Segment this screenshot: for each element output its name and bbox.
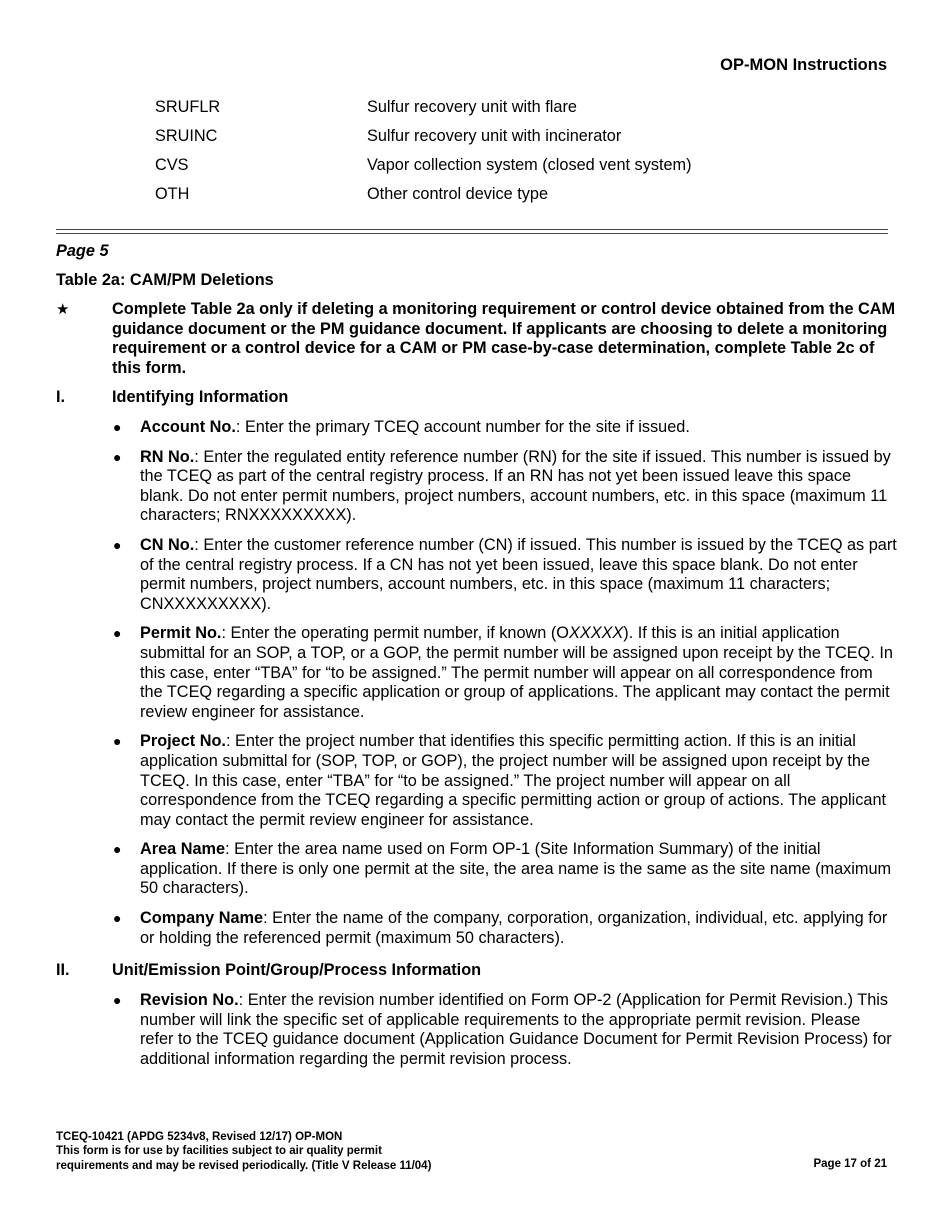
code-description: Sulfur recovery unit with flare: [367, 98, 577, 116]
code-row: [155, 96, 692, 125]
star-icon: ★: [56, 301, 70, 318]
code-value: SRUFLR: [155, 98, 221, 116]
control-device-code-list: [155, 96, 692, 212]
list-item: ● Revision No.: Enter the revision number identified on Form OP-2 (Application for Permit Revision.) This number will link the specific set of applicable requirements to the appropriate permit revision. Please refer to the TCEQ guidance document (Application Guidance Document for Permit Revision Process) for additional information regarding the permit revision process.: [113, 991, 892, 1068]
identifying-info-list: [113, 418, 898, 958]
page-label: Page 5: [56, 242, 109, 260]
bullet-icon: ●: [113, 841, 122, 858]
item-label: Area Name: [140, 840, 226, 859]
bullet-icon: ●: [113, 536, 122, 553]
code-description: Sulfur recovery unit with incinerator: [367, 127, 622, 145]
footer-page-number: Page 17 of 21: [813, 1158, 887, 1170]
section-divider: [56, 233, 888, 234]
bullet-icon: ●: [113, 448, 122, 465]
item-text-pre: Enter the operating permit number, if known (O: [230, 624, 569, 643]
item-label: RN No.: [140, 447, 195, 466]
list-item: ● RN No.: Enter the regulated entity reference number (RN) for the site if issued. This number is issued by the TCEQ as part of the central registry process. If an RN has not yet been issued leave this space blank. Do not enter permit numbers, project numbers, account numbers, etc. in this space (maximum 11 characters; RNXXXXXXXXX).: [113, 447, 891, 525]
list-item: ● Area Name: Enter the area name used on Form OP-1 (Site Information Summary) of the initial application. If there is only one permit at the site, the area name is the same as the site name (maximum 50 characters).: [113, 840, 892, 898]
item-text: ). If this is an initial application submittal for an SOP, a TOP, or a GOP, the permit number will be assigned upon receipt by the TCEQ. In this case, enter “TBA” for “to be assigned.” The permit number will appear on all correspondence from the TCEQ regarding a specific application or group of applications. The applicant may contact the permit review engineer for assistance.: [140, 624, 893, 721]
section-number: I.: [56, 388, 66, 406]
item-label: Project No.: [140, 732, 226, 751]
item-text-italic: XXXXX: [568, 624, 624, 643]
section-heading: [56, 961, 481, 980]
section-heading: [56, 388, 288, 407]
list-item: ● Company Name: Enter the name of the company, corporation, organization, individual, etc. applying for or holding the referenced permit (maximum 50 characters).: [113, 909, 888, 947]
code-value: SRUINC: [155, 127, 218, 145]
bullet-icon: ●: [113, 992, 122, 1008]
code-description: Other control device type: [367, 185, 548, 203]
item-label: CN No.: [140, 535, 195, 554]
item-text: Enter the area name used on Form OP-1 (Site Information Summary) of the initial application. If there is only one permit at the site, the area name is the same as the site name (maximum 50 characters).: [140, 840, 892, 898]
bullet-icon: ●: [113, 910, 122, 927]
code-value: CVS: [155, 156, 189, 174]
item-label: Account No.: [140, 418, 236, 436]
list-item: ● CN No.: Enter the customer reference number (CN) if issued. This number is issued by the TCEQ as part of the central registry process. If a CN has not yet been issued, leave this space blank. Do not enter permit numbers, project numbers, account numbers, etc. in this space (maximum 11 characters; CNXXXXXXXXX).: [113, 535, 897, 613]
section-number: II.: [56, 961, 70, 979]
list-item: ● Permit No.: Enter the operating permit number, if known (OXXXXX). If this is an initial application submittal for an SOP, a TOP, or a GOP, the permit number will be assigned upon receipt by the TCEQ. In this case, enter “TBA” for “to be assigned.” The permit number will appear on all correspondence from the TCEQ regarding a specific application or group of applications. The applicant may contact the permit review engineer for assistance.: [113, 624, 893, 721]
footer-line: TCEQ-10421 (APDG 5234v8, Revised 12/17) OP-MON: [56, 1131, 343, 1143]
item-text: Enter the primary TCEQ account number for the site if issued.: [244, 418, 690, 436]
table-title: Table 2a: CAM/PM Deletions: [56, 271, 274, 289]
footer-line: requirements and may be revised periodically. (Title V Release 11/04): [56, 1159, 432, 1172]
code-description: Vapor collection system (closed vent system): [367, 156, 692, 174]
footer-form-info: [56, 1130, 431, 1173]
item-text: Enter the name of the company, corporation, organization, individual, etc. applying for or holding the referenced permit (maximum 50 characters).: [140, 909, 888, 947]
code-value: OTH: [155, 185, 190, 203]
note-text: Complete Table 2a only if deleting a monitoring requirement or control device obtained from the CAM guidance document or the PM guidance document. If applicants are choosing to delete a monitoring requirement or a control device for a CAM or PM case-by-case determination, complete Table 2c of this form.: [112, 300, 896, 377]
item-label: Permit No.: [140, 624, 222, 643]
list-item: ● Account No.: Enter the primary TCEQ account number for the site if issued.: [113, 418, 690, 436]
bullet-icon: ●: [113, 733, 122, 750]
code-row: [155, 154, 692, 183]
bullet-icon: ●: [113, 625, 122, 642]
list-item: ● Project No.: Enter the project number that identifies this specific permitting action. If this is an initial application submittal for (SOP, TOP, or GOP), the project number will be assigned upon receipt by the TCEQ. In this case, enter “TBA” for “to be assigned.” The project number will appear on all correspondence from the TCEQ regarding a specific permitting action or group of actions. The applicant may contact the permit review engineer for assistance.: [113, 732, 887, 829]
item-label: Revision No.: [140, 991, 239, 1009]
important-note: [56, 300, 896, 378]
page-header-title: OP-MON Instructions: [720, 56, 887, 74]
footer-line: This form is for use by facilities subject to air quality permit: [56, 1145, 382, 1158]
unit-info-list: [113, 991, 898, 1079]
code-row: [155, 125, 692, 154]
bullet-icon: ●: [113, 419, 122, 435]
item-text: Enter the revision number identified on Form OP-2 (Application for Permit Revision.) This number will link the specific set of applicable requirements to the appropriate permit revision. Please refer to the TCEQ guidance document (Application Guidance Document for Permit Revision Process) for additional information regarding the permit revision process.: [140, 991, 892, 1068]
code-row: [155, 183, 692, 212]
item-text: Enter the regulated entity reference number (RN) for the site if issued. This number is issued by the TCEQ as part of the central registry process. If an RN has not yet been issued leave this space blank. Do not enter permit numbers, project numbers, account numbers, etc. in this space (maximum 11 characters; RNXXXXXXXXX).: [140, 447, 891, 525]
item-text: Enter the customer reference number (CN) if issued. This number is issued by the TCEQ as part of the central registry process. If a CN has not yet been issued, leave this space blank. Do not enter permit numbers, project numbers, account numbers, etc. in this space (maximum 11 characters; CNXXXXXXXXX).: [140, 535, 897, 613]
section-divider: [56, 229, 888, 230]
section-title: Unit/Emission Point/Group/Process Information: [112, 961, 482, 979]
item-label: Company Name: [140, 909, 264, 928]
section-title: Identifying Information: [112, 388, 289, 406]
item-text: Enter the project number that identifies this specific permitting action. If this is an initial application submittal for (SOP, TOP, or GOP), the project number will be assigned upon receipt by the TCEQ. In this case, enter “TBA” for “to be assigned.” The project number will appear on all correspondence from the TCEQ regarding a specific permitting action or group of actions. The applicant may contact the permit review engineer for assistance.: [140, 732, 887, 829]
